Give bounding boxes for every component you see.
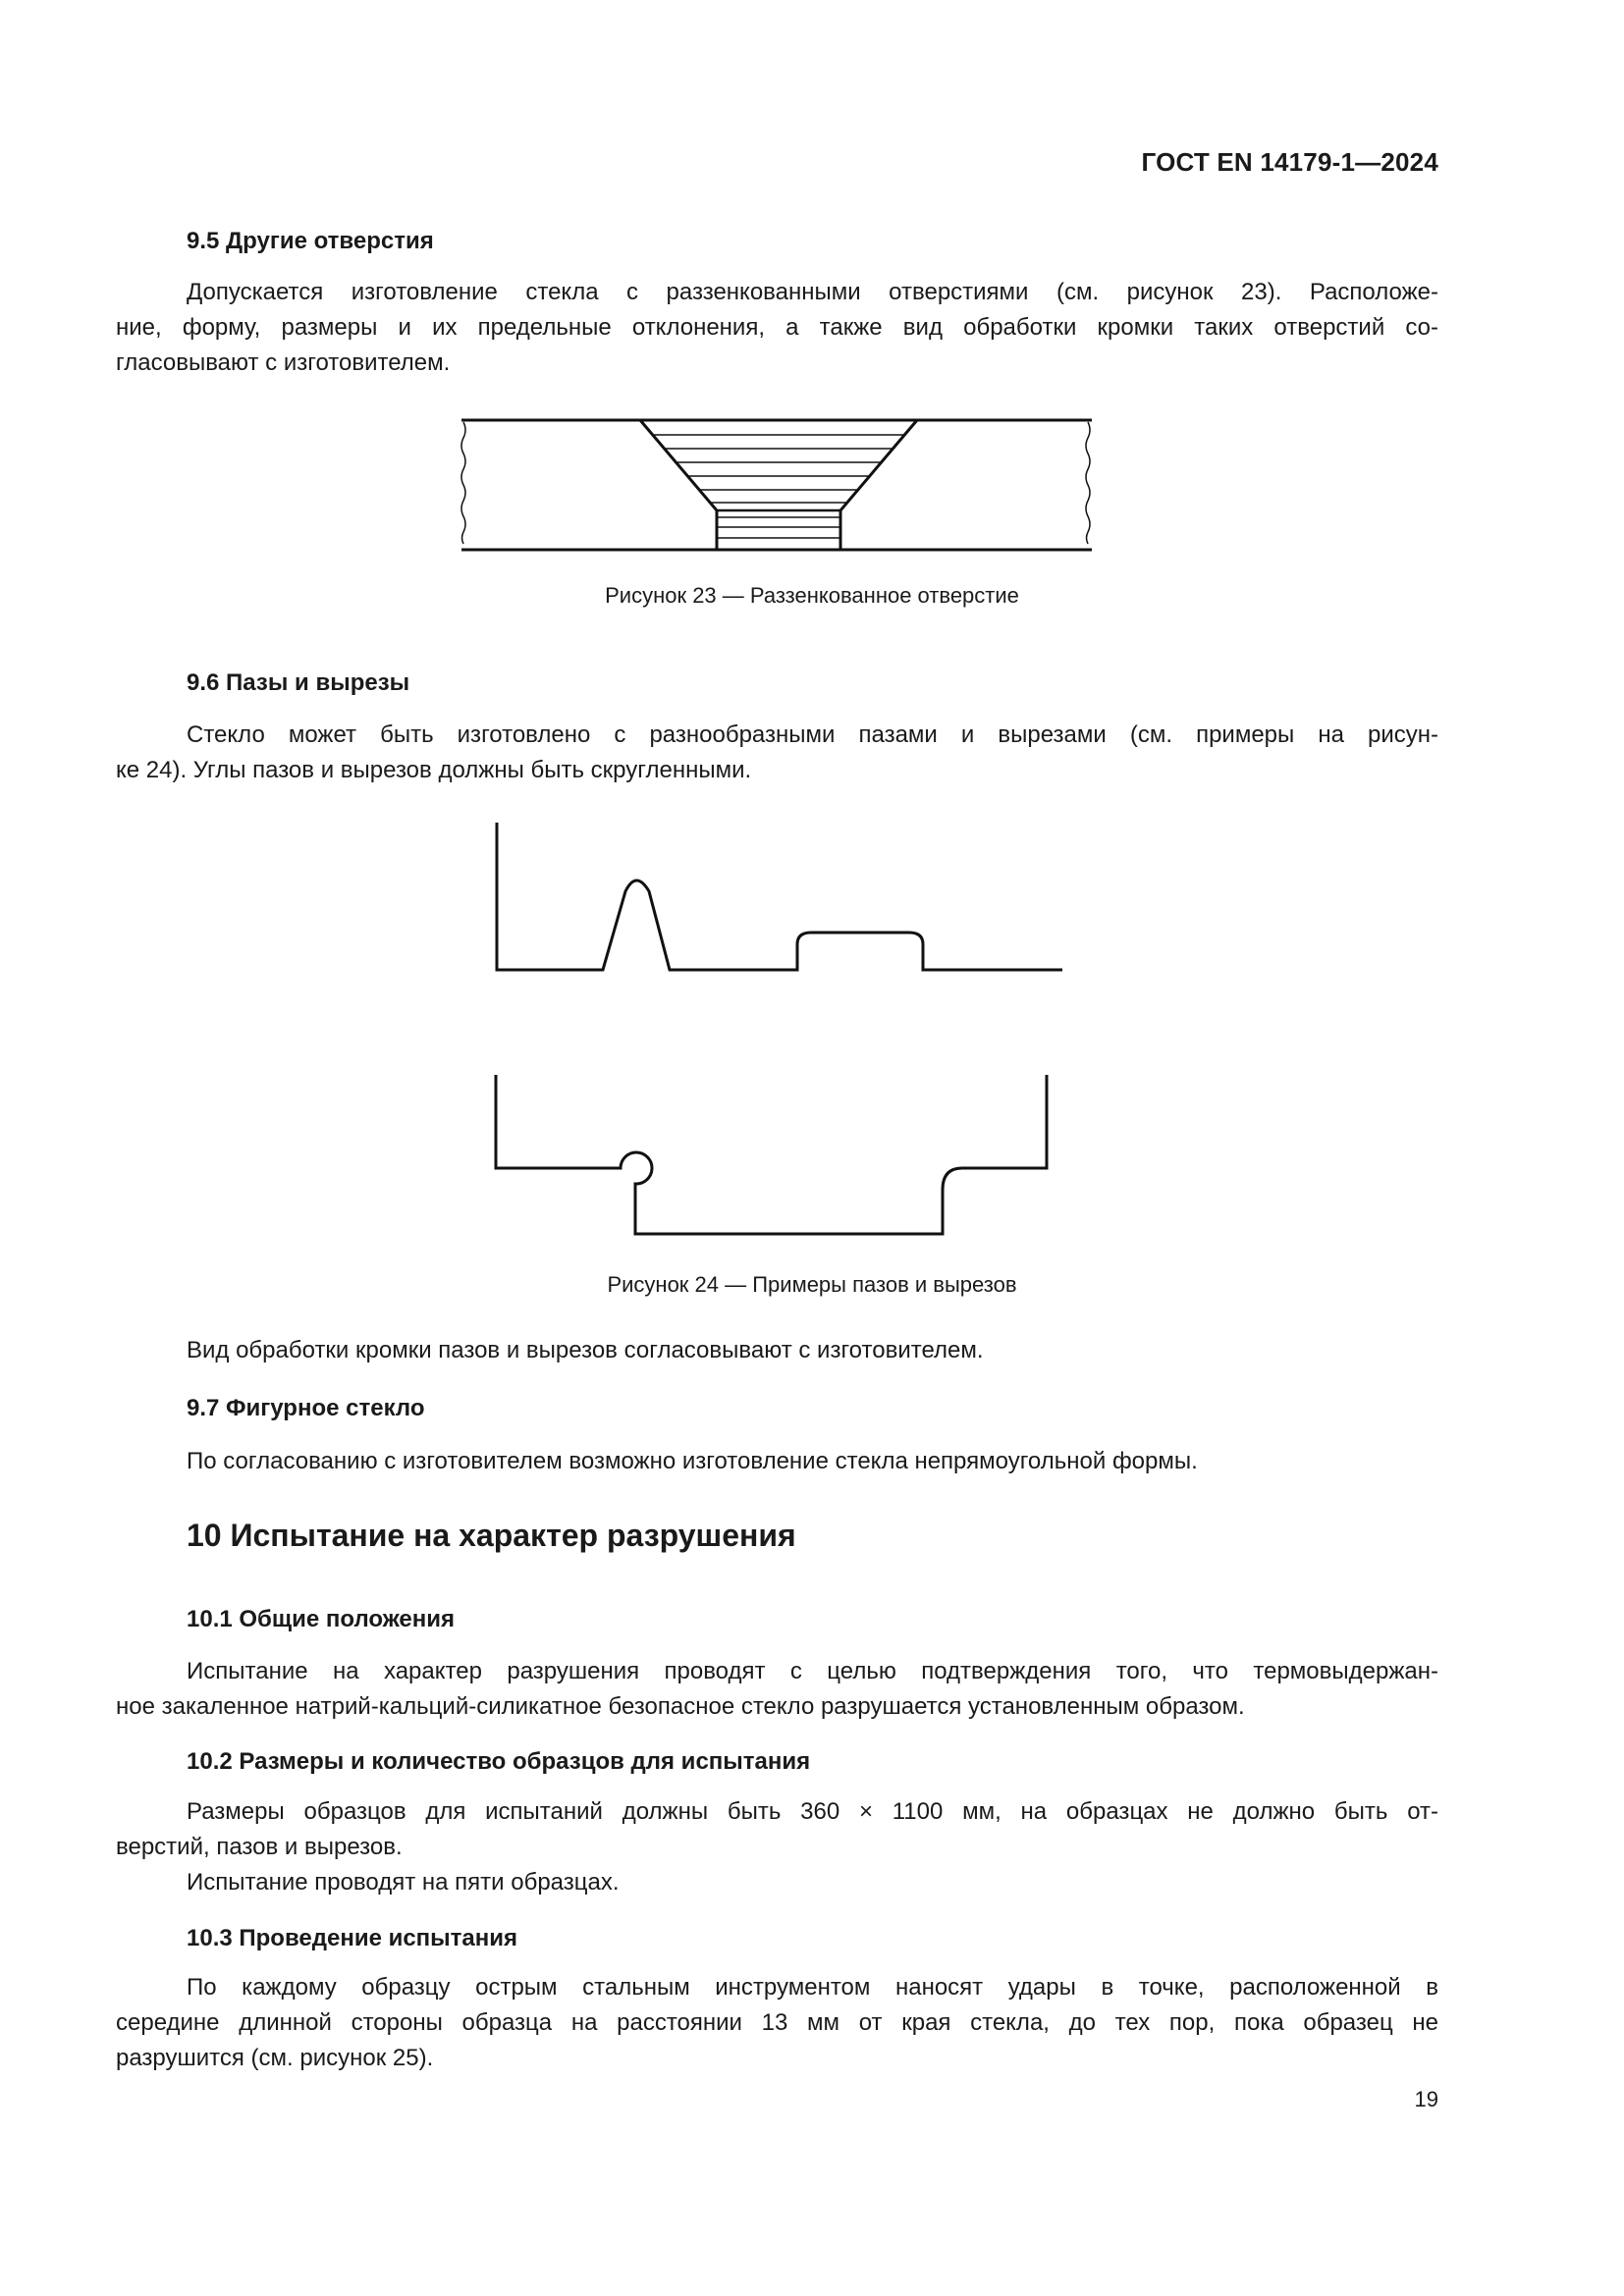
paragraph-10-3 bbox=[116, 1970, 1438, 2076]
text-line: Стекло может быть изготовлено с разнообразными пазами и вырезами (см. примеры на рисун- bbox=[187, 721, 1438, 748]
figure-24-caption: Рисунок 24 — Примеры пазов и вырезов bbox=[607, 1272, 1017, 1297]
paragraph-9-5 bbox=[116, 275, 1438, 381]
paragraph-10-1 bbox=[116, 1654, 1438, 1725]
text-line: ное закаленное натрий-кальций-силикатное безопасное стекло разрушается установленным образом. bbox=[116, 1693, 1245, 1720]
heading-10: 10 Испытание на характер разрушения bbox=[187, 1518, 796, 1553]
paragraph-10-2 bbox=[116, 1794, 1438, 1900]
heading-9-6: 9.6 Пазы и вырезы bbox=[187, 669, 410, 696]
heading-9-5: 9.5 Другие отверстия bbox=[187, 228, 434, 254]
text-line: Допускается изготовление стекла с раззенкованными отверстиями (см. рисунок 23). Расположе- bbox=[187, 279, 1438, 305]
paragraph-9-6 bbox=[116, 718, 1438, 788]
heading-10-3: 10.3 Проведение испытания bbox=[187, 1925, 518, 1951]
text-line: По каждому образцу острым стальным инструментом наносят удары в точке, расположенной в bbox=[187, 1974, 1438, 2001]
document-header-id: ГОСТ EN 14179-1—2024 bbox=[1141, 147, 1438, 177]
paragraph-edge-treatment bbox=[116, 1333, 1438, 1368]
page-number: 19 bbox=[1414, 2087, 1438, 2111]
text-line: ке 24). Углы пазов и вырезов должны быть скругленными. bbox=[116, 757, 752, 783]
text-line: Размеры образцов для испытаний должны быть 360 × 1100 мм, на образцах не должно быть от- bbox=[187, 1798, 1438, 1825]
text-line: гласовывают с изготовителем. bbox=[116, 349, 451, 376]
text-line: ние, форму, размеры и их предельные отклонения, а также вид обработки кромки таких отверстий со- bbox=[116, 314, 1438, 341]
paragraph-9-7 bbox=[116, 1444, 1438, 1479]
cutouts-bottom-diagram bbox=[496, 1075, 1047, 1234]
text-line: Испытание проводят на пяти образцах. bbox=[187, 1869, 620, 1896]
text-line: Вид обработки кромки пазов и вырезов согласовывают с изготовителем. bbox=[187, 1337, 984, 1363]
figure-23-caption: Рисунок 23 — Раззенкованное отверстие bbox=[605, 583, 1019, 608]
text-line: По согласованию с изготовителем возможно изготовление стекла непрямоугольной формы. bbox=[187, 1448, 1198, 1474]
heading-10-1: 10.1 Общие положения bbox=[187, 1606, 456, 1632]
heading-10-2: 10.2 Размеры и количество образцов для испытания bbox=[187, 1748, 811, 1775]
notches-top-diagram bbox=[497, 823, 1062, 970]
heading-9-7: 9.7 Фигурное стекло bbox=[187, 1395, 425, 1421]
text-line: разрушится (см. рисунок 25). bbox=[116, 2045, 434, 2071]
text-line: Испытание на характер разрушения проводят с целью подтверждения того, что термовыдержан- bbox=[187, 1658, 1438, 1684]
text-line: верстий, пазов и вырезов. bbox=[116, 1834, 403, 1860]
text-line: середине длинной стороны образца на расстоянии 13 мм от края стекла, до тех пор, пока образец не bbox=[116, 2009, 1438, 2036]
